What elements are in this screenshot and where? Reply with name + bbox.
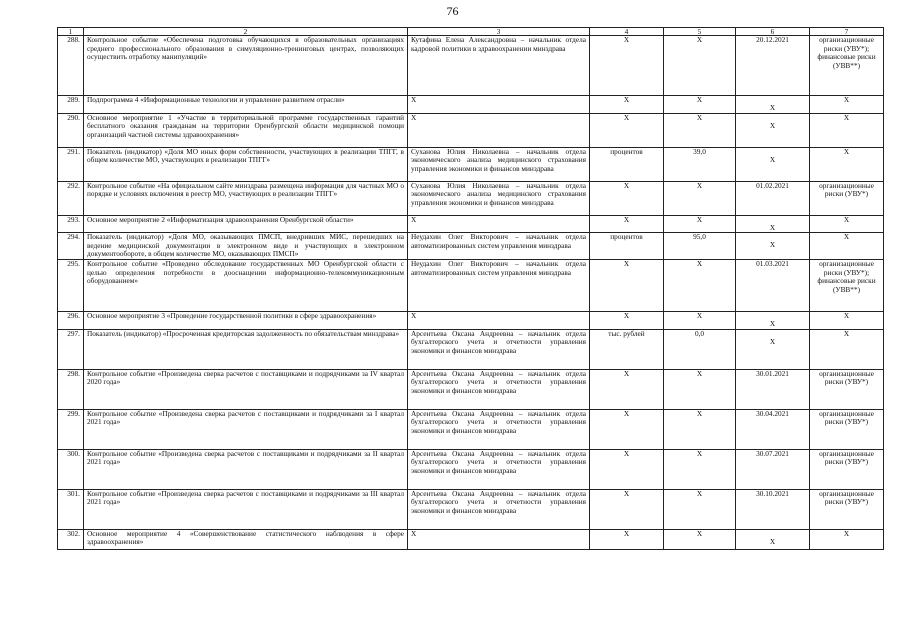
- deadline-placeholder: X: [769, 336, 776, 346]
- table-row: [58, 147, 884, 181]
- indicator-value: X: [664, 181, 736, 215]
- indicator-value: 39,0: [664, 147, 736, 181]
- column-header: 2: [84, 28, 408, 36]
- responsible-person: Арсентьева Оксана Андреевна – начальник отдела бухгалтерского учета и отчетности управления экономики и финансов минздрава: [408, 369, 590, 409]
- deadline-placeholder: X: [769, 240, 776, 250]
- deadline-placeholder: X: [769, 222, 776, 232]
- unit-of-measure: X: [590, 529, 664, 549]
- risk-category: X: [810, 147, 884, 181]
- risk-category: организационные риски (УВУ*): [810, 409, 884, 449]
- table-row: [58, 529, 884, 549]
- event-name: Контрольное событие «На официальном сайте минздрава размещена информация для частных МО о порядке и условиях включения в реестр МО, участвующих в реализации ТПГГ»: [84, 181, 408, 215]
- column-header: 5: [664, 28, 736, 36]
- deadline-date: 30.01.2021: [736, 369, 810, 409]
- deadline-date: 20.12.2021: [736, 36, 810, 96]
- unit-of-measure: X: [590, 489, 664, 529]
- risk-category: организационные риски (УВУ*): [810, 369, 884, 409]
- row-number: 302.: [58, 529, 84, 549]
- row-number: 289.: [58, 96, 84, 114]
- row-number: 293.: [58, 215, 84, 233]
- risk-category: X: [810, 96, 884, 114]
- deadline-date: [736, 215, 810, 233]
- row-number: 296.: [58, 311, 84, 329]
- indicator-value: X: [664, 113, 736, 147]
- row-number: 291.: [58, 147, 84, 181]
- table-row: [58, 113, 884, 147]
- responsible-person: Суханова Юлия Николаевна – начальник отдела экономического анализа медицинского страхования управления экономики и финансов минздрава: [408, 147, 590, 181]
- unit-of-measure: X: [590, 36, 664, 96]
- indicator-value: X: [664, 96, 736, 114]
- unit-of-measure: X: [590, 113, 664, 147]
- column-header: 7: [810, 28, 884, 36]
- event-name: Основное мероприятие 3 «Проведение государственной политики в сфере здравоохранения»: [84, 311, 408, 329]
- event-name: Основное мероприятие 2 «Информатизация здравоохранения Оренбургской области»: [84, 215, 408, 233]
- deadline-placeholder: X: [769, 536, 776, 546]
- deadline-placeholder: X: [769, 103, 776, 112]
- responsible-person: Неудахин Олег Викторович – начальник отдела автоматизированных систем управления минздрава: [408, 259, 590, 311]
- event-name: Контрольное событие «Произведена сверка расчетов с поставщиками и подрядчиками за I квартал 2021 года»: [84, 409, 408, 449]
- unit-of-measure: X: [590, 369, 664, 409]
- deadline-date: 30.10.2021: [736, 489, 810, 529]
- indicator-value: 0,0: [664, 329, 736, 369]
- unit-of-measure: тыс. рублей: [590, 329, 664, 369]
- event-name: Контрольное событие «Обеспечена подготовка обучающихся в образовательных организациях среднего профессионального образования в симуляционно-тренинговых центрах, позволяющих осуществить отработку манипуляций»: [84, 36, 408, 96]
- indicator-value: X: [664, 311, 736, 329]
- risk-category: организационные риски (УВУ*); финансовые риски (УВВ**): [810, 36, 884, 96]
- risk-category: X: [810, 311, 884, 329]
- unit-of-measure: X: [590, 181, 664, 215]
- column-header: 1: [58, 28, 84, 36]
- unit-of-measure: процентов: [590, 233, 664, 260]
- deadline-date: [736, 113, 810, 147]
- responsible-person: Арсентьева Оксана Андреевна – начальник отдела бухгалтерского учета и отчетности управления экономики и финансов минздрава: [408, 449, 590, 489]
- event-name: Контрольное событие «Проведено обследование государственных МО Оренбургской области с целью определения потребности в дооснащении информационно-телекоммуникационным оборудованием»: [84, 259, 408, 311]
- indicator-value: X: [664, 259, 736, 311]
- unit-of-measure: процентов: [590, 147, 664, 181]
- row-number: 299.: [58, 409, 84, 449]
- deadline-date: 30.07.2021: [736, 449, 810, 489]
- unit-of-measure: X: [590, 259, 664, 311]
- deadline-date: 01.02.2021: [736, 181, 810, 215]
- unit-of-measure: X: [590, 311, 664, 329]
- deadline-date: [736, 96, 810, 114]
- deadline-date: [736, 329, 810, 369]
- indicator-value: X: [664, 489, 736, 529]
- event-name: Контрольное событие «Произведена сверка расчетов с поставщиками и подрядчиками за II квартал 2021 года»: [84, 449, 408, 489]
- risk-category: X: [810, 529, 884, 549]
- indicator-value: 95,0: [664, 233, 736, 260]
- event-name: Показатель (индикатор) «Просроченная кредиторская задолженность по обязательствам минздрава»: [84, 329, 408, 369]
- plan-table: [57, 27, 884, 550]
- row-number: 295.: [58, 259, 84, 311]
- column-header: 6: [736, 28, 810, 36]
- column-number-row: [58, 28, 884, 36]
- table-row: [58, 259, 884, 311]
- deadline-date: [736, 529, 810, 549]
- risk-category: X: [810, 113, 884, 147]
- table-row: [58, 449, 884, 489]
- deadline-date: [736, 147, 810, 181]
- table-row: [58, 233, 884, 260]
- table-row: [58, 36, 884, 96]
- event-name: Основное мероприятие 4 «Совершенствование статистического наблюдения в сфере здравоохранения»: [84, 529, 408, 549]
- risk-category: организационные риски (УВУ*): [810, 449, 884, 489]
- risk-category: X: [810, 329, 884, 369]
- deadline-date: [736, 311, 810, 329]
- responsible-person: Арсентьева Оксана Андреевна – начальник отдела бухгалтерского учета и отчетности управления экономики и финансов минздрава: [408, 489, 590, 529]
- risk-category: организационные риски (УВУ*): [810, 489, 884, 529]
- event-name: Контрольное событие «Произведена сверка расчетов с поставщиками и подрядчиками за III квартал 2021 года»: [84, 489, 408, 529]
- page-number: 76: [446, 4, 459, 18]
- deadline-placeholder: X: [769, 154, 776, 164]
- unit-of-measure: X: [590, 409, 664, 449]
- row-number: 288.: [58, 36, 84, 96]
- table-row: [58, 311, 884, 329]
- event-name: Показатель (индикатор) «Доля МО иных форм собственности, участвующих в реализации ТПГГ, в общем количестве МО, участвующих в реализации ТПГГ»: [84, 147, 408, 181]
- table-row: [58, 181, 884, 215]
- row-number: 294.: [58, 233, 84, 260]
- deadline-placeholder: X: [769, 120, 776, 130]
- indicator-value: X: [664, 36, 736, 96]
- indicator-value: X: [664, 215, 736, 233]
- indicator-value: X: [664, 369, 736, 409]
- unit-of-measure: X: [590, 449, 664, 489]
- table-row: [58, 96, 884, 114]
- responsible-person: Арсентьева Оксана Андреевна – начальник отдела бухгалтерского учета и отчетности управления экономики и финансов минздрава: [408, 409, 590, 449]
- deadline-date: [736, 233, 810, 260]
- responsible-person: X: [408, 113, 590, 147]
- row-number: 290.: [58, 113, 84, 147]
- responsible-person: X: [408, 311, 590, 329]
- responsible-person: Кутафина Елена Александровна – начальник отдела кадровой политики в здравоохранении минздрава: [408, 36, 590, 96]
- row-number: 300.: [58, 449, 84, 489]
- event-name: Показатель (индикатор) «Доля МО, оказывающих ПМСП, внедривших МИС, перешедших на ведение медицинской документации в электронном виде и участвующих в электронном документообороте, в общем количестве МО, оказывающих ПМСП»: [84, 233, 408, 260]
- deadline-placeholder: X: [769, 318, 776, 328]
- row-number: 298.: [58, 369, 84, 409]
- row-number: 297.: [58, 329, 84, 369]
- responsible-person: X: [408, 215, 590, 233]
- event-name: Основное мероприятие 1 «Участие в территориальной программе государственных гарантий бесплатного оказания гражданам на территории Оренбургской области медицинской помощи организаций частной системы здравоохранения»: [84, 113, 408, 147]
- row-number: 292.: [58, 181, 84, 215]
- table-row: [58, 215, 884, 233]
- table-row: [58, 409, 884, 449]
- risk-category: X: [810, 233, 884, 260]
- column-header: 4: [590, 28, 664, 36]
- risk-category: X: [810, 215, 884, 233]
- event-name: Контрольное событие «Произведена сверка расчетов с поставщиками и подрядчиками за IV квартал 2020 года»: [84, 369, 408, 409]
- responsible-person: X: [408, 529, 590, 549]
- responsible-person: Неудахин Олег Викторович – начальник отдела автоматизированных систем управления минздрава: [408, 233, 590, 260]
- responsible-person: X: [408, 96, 590, 114]
- risk-category: организационные риски (УВУ*): [810, 181, 884, 215]
- table-row: [58, 489, 884, 529]
- deadline-date: 30.04.2021: [736, 409, 810, 449]
- indicator-value: X: [664, 409, 736, 449]
- row-number: 301.: [58, 489, 84, 529]
- indicator-value: X: [664, 529, 736, 549]
- table-row: [58, 329, 884, 369]
- indicator-value: X: [664, 449, 736, 489]
- responsible-person: Арсентьева Оксана Андреевна – начальник отдела бухгалтерского учета и отчетности управления экономики и финансов минздрава: [408, 329, 590, 369]
- unit-of-measure: X: [590, 96, 664, 114]
- event-name: Подпрограмма 4 «Информационные технологии и управление развитием отрасли»: [84, 96, 408, 114]
- risk-category: организационные риски (УВУ*); финансовые риски (УВВ**): [810, 259, 884, 311]
- column-header: 3: [408, 28, 590, 36]
- table-row: [58, 369, 884, 409]
- unit-of-measure: X: [590, 215, 664, 233]
- deadline-date: 01.03.2021: [736, 259, 810, 311]
- responsible-person: Суханова Юлия Николаевна – начальник отдела экономического анализа медицинского страхования управления экономики и финансов минздрава: [408, 181, 590, 215]
